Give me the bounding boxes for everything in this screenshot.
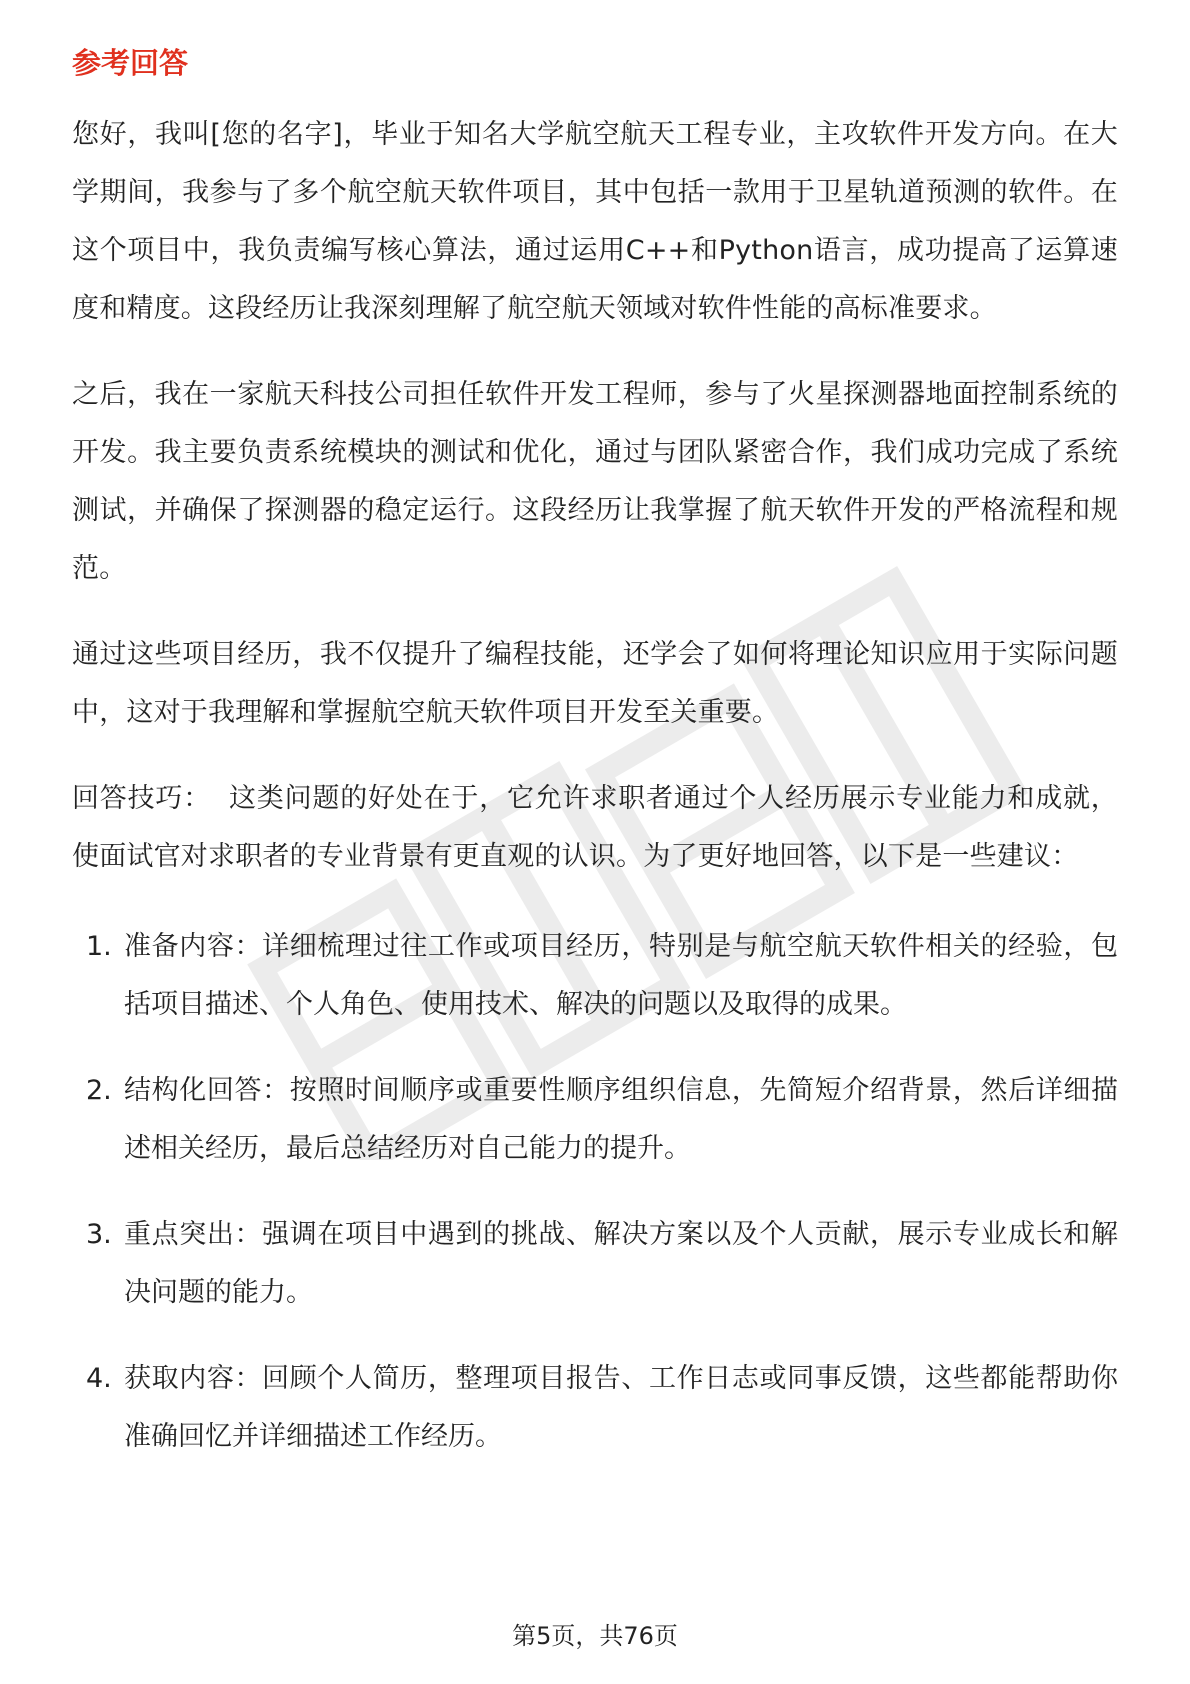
answer-paragraph-2: 之后，我在一家航天科技公司担任软件开发工程师，参与了火星探测器地面控制系统的开发。我主要负责系统模块的测试和优化，通过与团队紧密合作，我们成功完成了系统测试，并确保了探测器的稳定运行。这段经历让我掌握了航天软件开发的严格流程和规范。 [72,379,1118,584]
list-item [72,1350,1118,1466]
list-item-number: 3. [86,1219,112,1250]
list-item-text: 结构化回答：按照时间顺序或重要性顺序组织信息，先简短介绍背景，然后详细描述相关经历，最后总结经历对自己能力的提升。 [124,1075,1118,1164]
main-content [72,42,1118,1494]
list-item-text: 获取内容：回顾个人简历，整理项目报告、工作日志或同事反馈，这些都能帮助你准确回忆并详细描述工作经历。 [124,1363,1118,1452]
list-item-text: 准备内容：详细梳理过往工作或项目经历，特别是与航空航天软件相关的经验，包括项目描述、个人角色、使用技术、解决的问题以及取得的成果。 [124,931,1118,1020]
list-item-text: 重点突出：强调在项目中遇到的挑战、解决方案以及个人贡献，展示专业成长和解决问题的能力。 [124,1219,1118,1308]
list-item-number: 4. [86,1363,112,1394]
answer-paragraph-1: 您好，我叫[您的名字]，毕业于知名大学航空航天工程专业，主攻软件开发方向。在大学期间，我参与了多个航空航天软件项目，其中包括一款用于卫星轨道预测的软件。在这个项目中，我负责编写核心算法，通过运用C++和Python语言，成功提高了运算速度和精度。这段经历让我深刻理解了航空航天领域对软件性能的高标准要求。 [72,119,1118,324]
answer-paragraph-3: 通过这些项目经历，我不仅提升了编程技能，还学会了如何将理论知识应用于实际问题中，这对于我理解和掌握航空航天软件项目开发至关重要。 [72,639,1118,728]
tips-intro [72,770,1118,886]
list-item-number: 1. [86,931,112,962]
tips-list [72,918,1118,1466]
list-item [72,1206,1118,1322]
tips-intro-text: 这类问题的好处在于，它允许求职者通过个人经历展示专业能力和成就，使面试官对求职者的专业背景有更直观的认识。为了更好地回答，以下是一些建议： [72,783,1118,872]
section-title: 参考回答 [72,46,189,80]
list-item [72,1062,1118,1178]
page-number: 第5页，共76页 [512,1622,678,1650]
tips-label: 回答技巧： [72,783,211,814]
list-item-number: 2. [86,1075,112,1106]
list-item [72,918,1118,1034]
